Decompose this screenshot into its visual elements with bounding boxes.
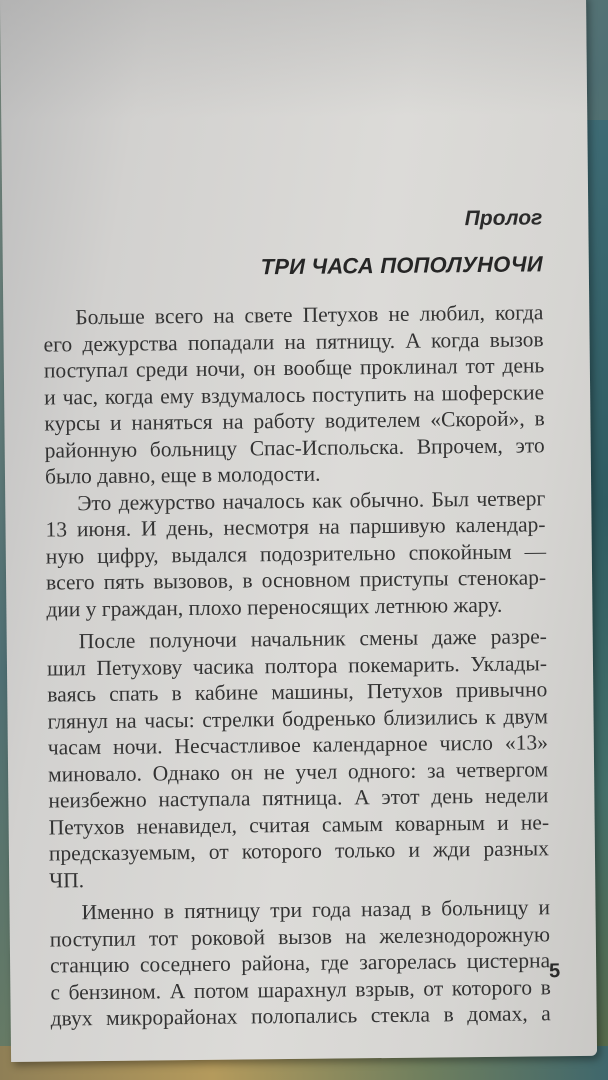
text-line: всего пять вызовов, в основном приступы стенокар- xyxy=(45,565,547,595)
paragraph xyxy=(49,894,550,1032)
text-line: После полуночи начальник смены даже разре- xyxy=(78,624,547,654)
text-line: предсказуемым, от которого только и жди разных xyxy=(48,836,550,866)
text-line: Больше всего на свете Петухов не любил, когда xyxy=(75,300,544,330)
text-line: неизбежно наступала пятница. А этот день недели xyxy=(48,783,549,813)
text-line: миновало. Однако он не учел одного: за четвергом xyxy=(47,756,549,787)
text-line: Именно в пятницу три года назад в больницу и xyxy=(81,895,551,925)
paragraph xyxy=(43,299,545,490)
text-line: глянул на часы: стрелки бодренько близились к двум xyxy=(47,703,549,734)
text-line: дии у граждан, плохо переносящих летнюю жару. xyxy=(46,592,503,622)
paragraph xyxy=(45,485,546,623)
page-shadow xyxy=(0,0,587,120)
chapter-title: ТРИ ЧАСА ПОПОЛУНОЧИ xyxy=(260,251,543,280)
text-line: ваясь спать в кабине машины, Петухов привычно xyxy=(47,677,548,707)
text-line: с бензином. А потом шарахнул взрыв, от которого в xyxy=(50,974,551,1005)
paragraph xyxy=(47,623,550,893)
text-line: было давно, еще в молодости. xyxy=(44,461,321,489)
text-line: станцию соседнего района, где загорелась цистерна xyxy=(49,948,551,978)
text-line: Это дежурство началось как обычно. Был четверг xyxy=(77,485,546,515)
text-line: двух микрорайонах полопались стекла в домах, а xyxy=(50,1001,551,1031)
text-line: часам ночи. Несчастливое календарное число «13» xyxy=(47,730,549,760)
body-text xyxy=(43,299,551,1032)
text-line: его дежурства попадали на пятницу. А когда вызов xyxy=(43,326,544,357)
text-line: районную больницу Спас-Испольска. Впрочем, это xyxy=(44,432,545,463)
chapter-label: Пролог xyxy=(464,206,543,231)
text-line: ную цифру, выдался подозрительно спокойным — xyxy=(45,538,547,569)
text-line: Петухов ненавидел, считая самым коварным и не- xyxy=(48,809,550,840)
text-line: курсы и наняться на работу водителем «Скорой», в xyxy=(44,406,545,436)
text-line: шил Петухову часика полтора покемарить. Уклады- xyxy=(46,650,548,681)
text-line: и час, когда ему вздумалось поступить на шоферские xyxy=(44,379,545,410)
page-number: 5 xyxy=(548,960,561,983)
text-line: поступил тот роковой вызов на железнодорожную xyxy=(49,921,551,952)
text-line: 13 июня. И день, несмотря на паршивую календар- xyxy=(45,512,546,542)
text-line: поступал среди ночи, он вообще проклинал тот день xyxy=(43,353,545,383)
text-line: ЧП. xyxy=(49,867,85,893)
